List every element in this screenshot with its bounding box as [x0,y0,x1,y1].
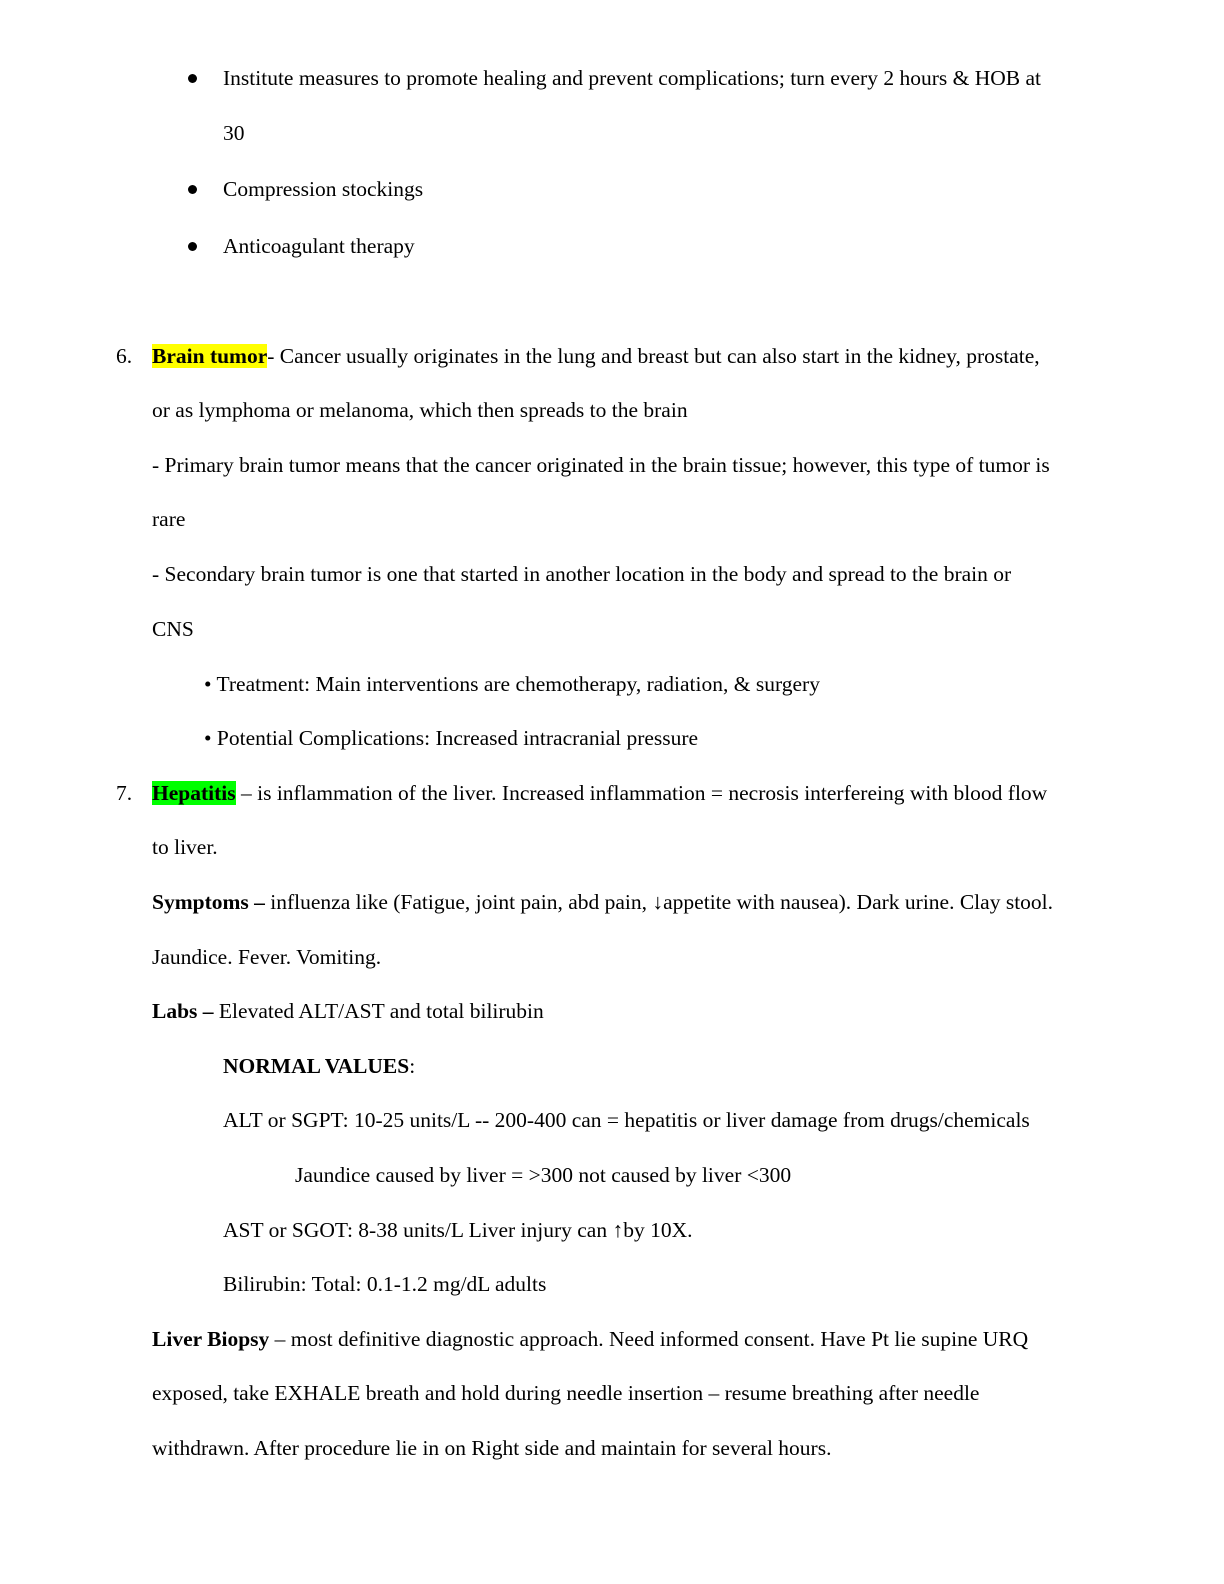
hepatitis-description: – is inflammation of the liver. Increased inflammation = necrosis interfereing with blood flow [235,781,1048,805]
brain-tumor-description: - Cancer usually originates in the lung and breast but can also start in the kidney, prostate, [267,344,1040,368]
complications-bullet: • Potential Complications: Increased intracranial pressure [204,726,699,750]
paragraph-line: withdrawn. After procedure lie in on Right side and maintain for several hours. [152,1436,832,1460]
list-number: 6. [116,344,133,368]
labs-line [152,998,544,1024]
bullet-text: Institute measures to promote healing and prevent complications; turn every 2 hours & HOB at [223,66,1041,90]
labs-text: Elevated ALT/AST and total bilirubin [213,999,544,1023]
paragraph-line: rare [152,507,186,531]
bilirubin-value-line: Bilirubin: Total: 0.1-1.2 mg/dL adults [223,1272,547,1296]
bullet-icon [188,242,197,251]
paragraph-line: CNS [152,617,194,641]
ast-value-line: AST or SGOT: 8-38 units/L Liver injury can ↑by 10X. [223,1218,693,1242]
item7-heading [152,780,1047,806]
jaundice-line: Jaundice caused by liver = >300 not caused by liver <300 [295,1163,792,1187]
brain-tumor-title: Brain tumor [152,344,268,368]
normal-values-label: NORMAL VALUES [223,1054,410,1078]
hepatitis-title: Hepatitis [152,781,236,805]
bullet-text-continued: 30 [223,121,245,145]
symptoms-text: influenza like (Fatigue, joint pain, abd pain, ↓appetite with nausea). Dark urine. Clay stool. [264,890,1054,914]
alt-value-line: ALT or SGPT: 10-25 units/L -- 200-400 can = hepatitis or liver damage from drugs/chemicals [223,1108,1030,1132]
normal-values-heading [223,1053,415,1079]
bullet-icon [188,74,197,83]
paragraph-line: - Secondary brain tumor is one that started in another location in the body and spread to the brain or [152,562,1012,586]
symptoms-label: Symptoms – [152,890,265,914]
item6-heading [152,343,1040,369]
list-number: 7. [116,781,133,805]
symptoms-line [152,889,1053,915]
normal-values-colon: : [409,1054,416,1078]
liver-biopsy-label: Liver Biopsy [152,1327,270,1351]
paragraph-line: - Primary brain tumor means that the cancer originated in the brain tissue; however, this type of tumor is [152,453,1050,477]
paragraph-line: exposed, take EXHALE breath and hold during needle insertion – resume breathing after needle [152,1381,980,1405]
paragraph-line: Jaundice. Fever. Vomiting. [152,945,382,969]
labs-label: Labs – [152,999,214,1023]
liver-biopsy-line [152,1326,1028,1352]
bullet-icon [188,185,197,194]
bullet-text: Compression stockings [223,177,424,201]
paragraph-line: to liver. [152,835,218,859]
bullet-text: Anticoagulant therapy [223,234,415,258]
treatment-bullet: • Treatment: Main interventions are chemotherapy, radiation, & surgery [204,672,820,696]
liver-biopsy-text: – most definitive diagnostic approach. Need informed consent. Have Pt lie supine URQ [269,1327,1029,1351]
paragraph-line: or as lymphoma or melanoma, which then spreads to the brain [152,398,688,422]
